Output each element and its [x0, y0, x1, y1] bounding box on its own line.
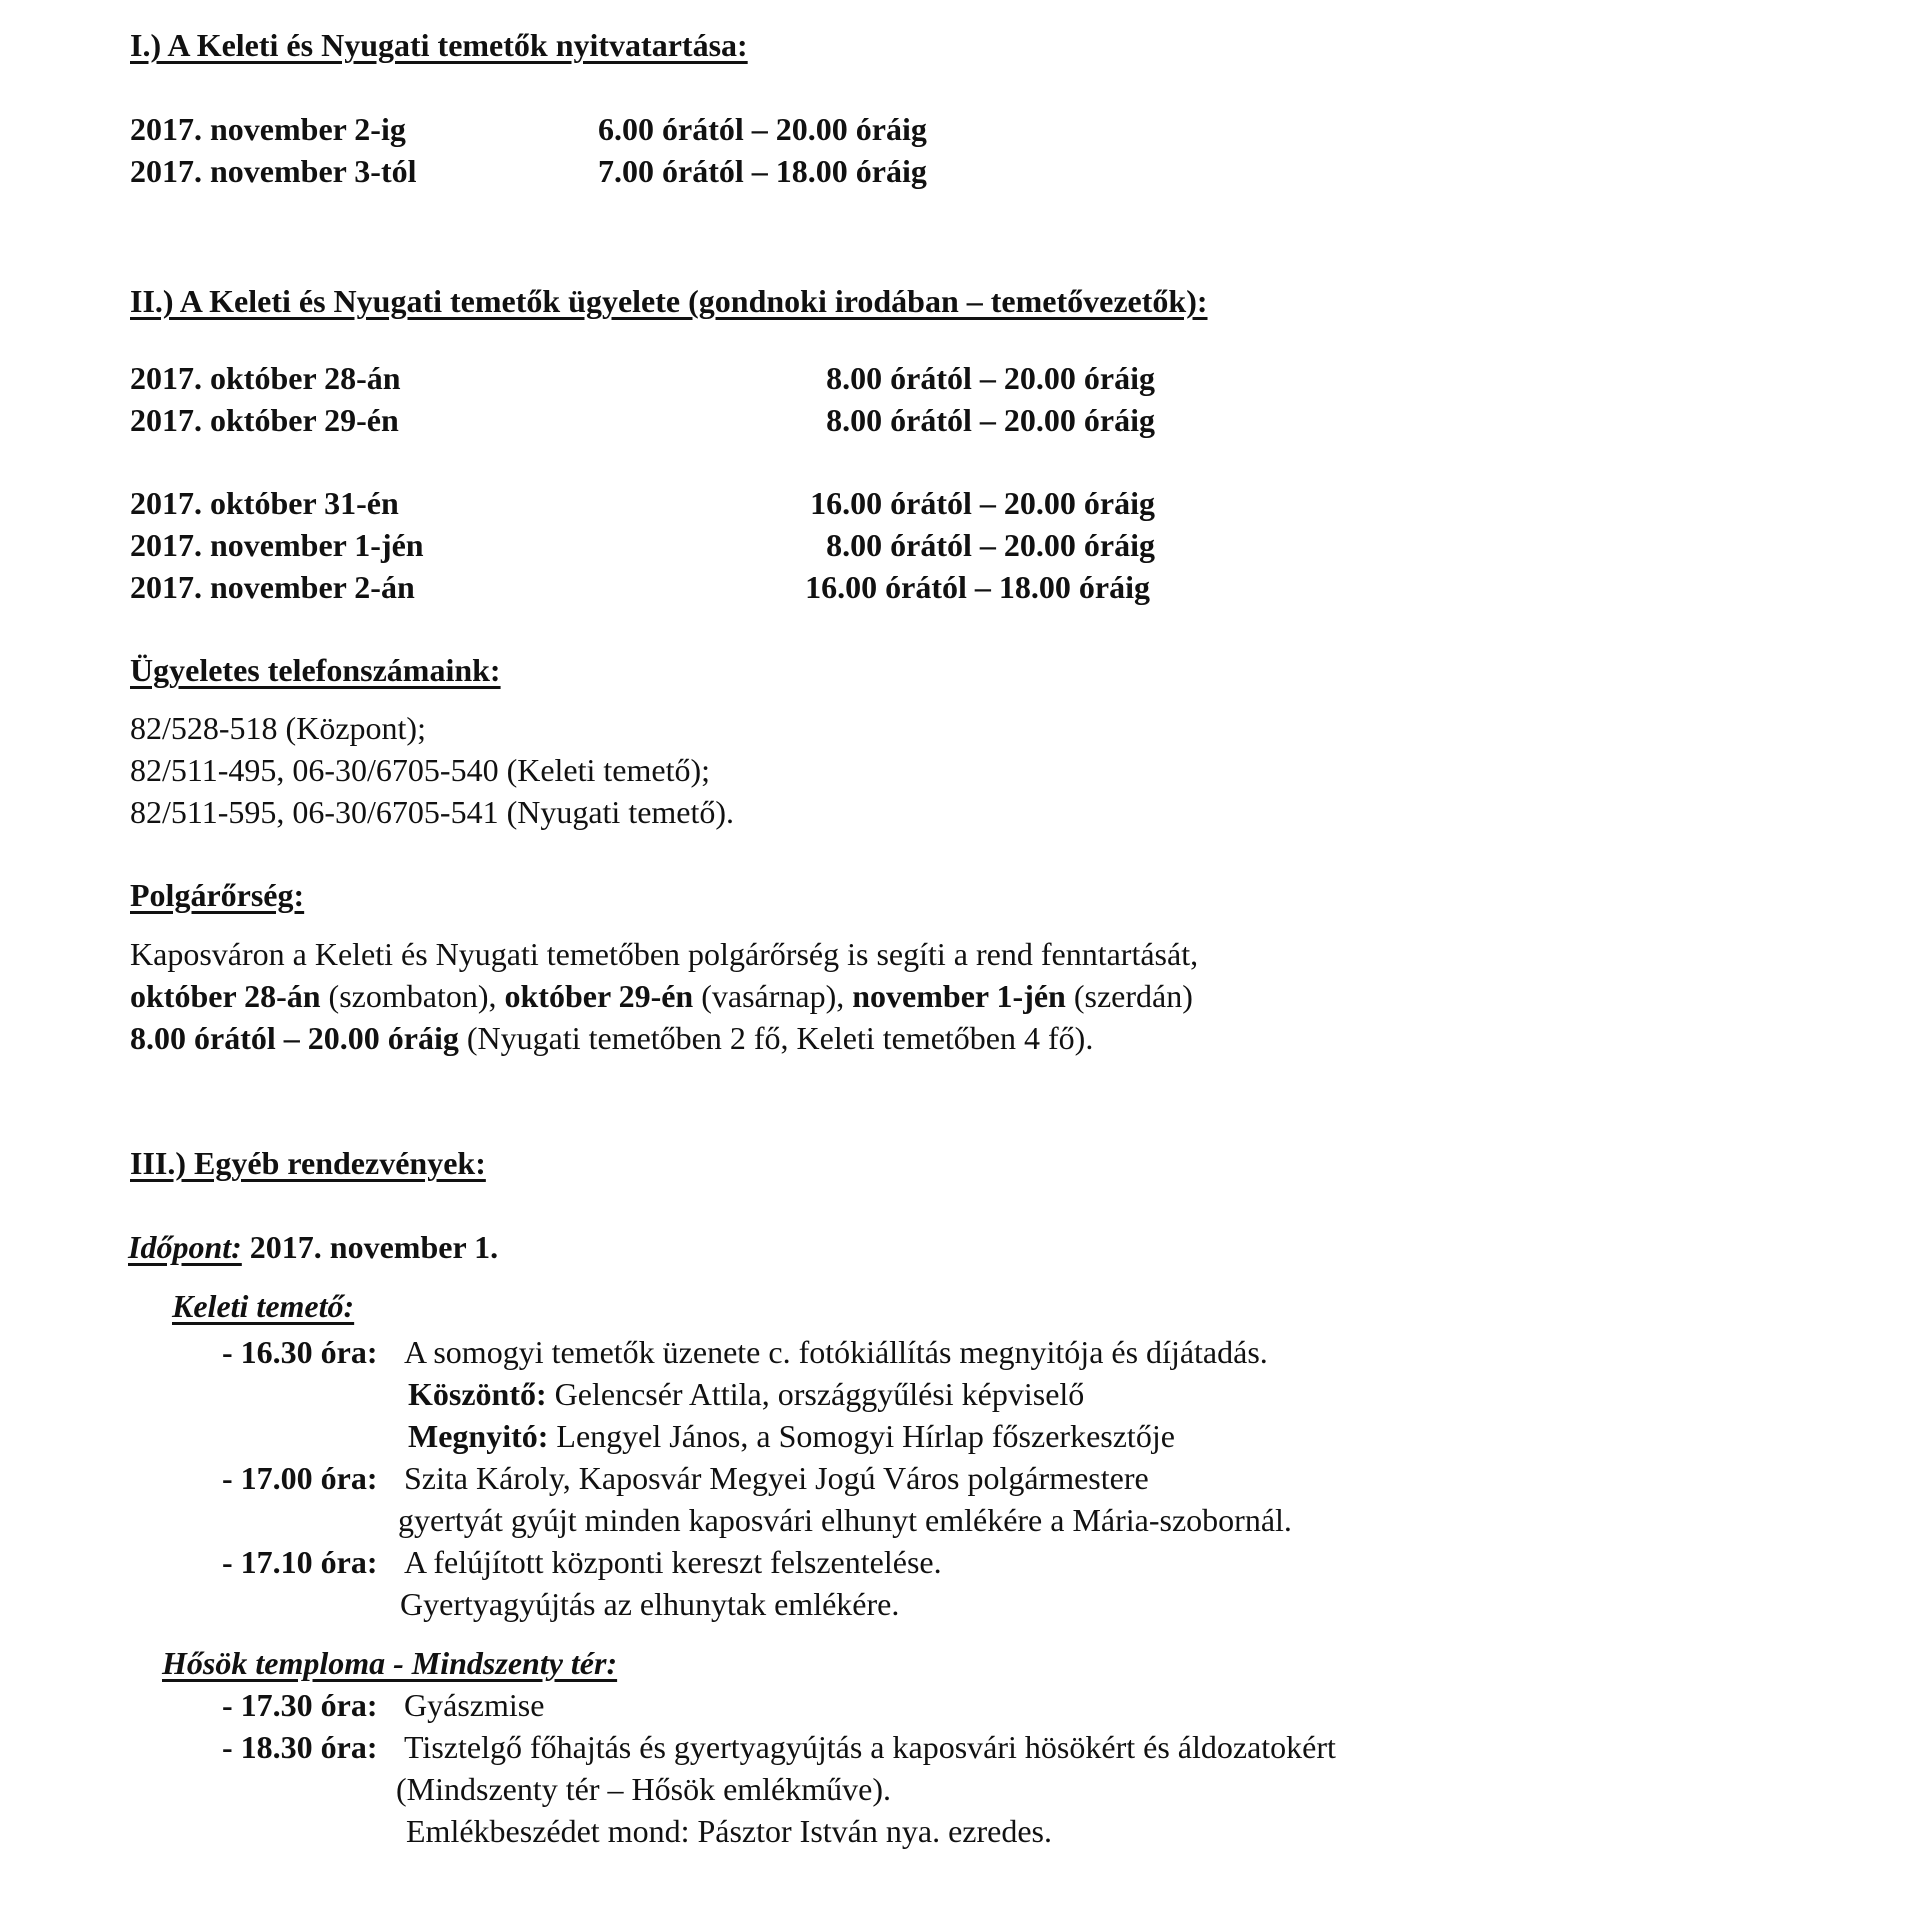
east-event-3-text-1: A felújított központi kereszt felszentelése.: [404, 1544, 942, 1580]
east-event-1-text: A somogyi temetők üzenete c. fotókiállítás megnyitója és díjátadás.: [404, 1334, 1268, 1370]
section2-date-3: 2017. október 31-én: [130, 485, 399, 521]
greeting-label: Köszöntő:: [408, 1376, 547, 1412]
opening-label: Megnyitó:: [408, 1418, 549, 1454]
east-event-1-time: - 16.30 óra:: [222, 1334, 378, 1370]
civil-guard-day-2: (vasárnap),: [693, 978, 853, 1014]
heroes-event-2-text-1: Tisztelgő főhajtás és gyertyagyújtás a kaposvári hösökért és áldozatokért: [404, 1729, 1336, 1765]
civil-guard-day-1: (szombaton),: [320, 978, 505, 1014]
section2-date-2: 2017. október 29-én: [130, 402, 399, 438]
civil-guard-date-2: október 29-én: [504, 978, 694, 1014]
civil-guard-hours: 8.00 órától – 20.00 óráig: [130, 1020, 459, 1056]
heroes-event-1-time: - 17.30 óra:: [222, 1687, 378, 1723]
east-event-3-text-2: Gyertyagyújtás az elhunytak emlékére.: [400, 1586, 900, 1622]
heroes-event-1-text: Gyászmise: [404, 1687, 545, 1723]
civil-guard-line-1: Kaposváron a Keleti és Nyugati temetőben polgárőrség is segíti a rend fenntartását,: [130, 936, 1199, 972]
civil-guard-day-3: (szerdán): [1065, 978, 1193, 1014]
section2-time-5: 16.00 órától – 18.00 óráig: [805, 569, 1150, 605]
section1-time-1: 6.00 órától – 20.00 óráig: [598, 111, 927, 147]
east-event-1-greeting: [408, 1375, 1084, 1413]
east-event-2-text-2: gyertyát gyújt minden kaposvári elhunyt emlékére a Mária-szobornál.: [398, 1502, 1292, 1538]
civil-guard-line-2: [130, 977, 1193, 1015]
opening-speaker: Lengyel János, a Somogyi Hírlap főszerkesztője: [548, 1418, 1175, 1454]
section1-time-2: 7.00 órától – 18.00 óráig: [598, 153, 927, 189]
section2-date-4: 2017. november 1-jén: [130, 527, 424, 563]
phone-line-1: 82/528-518 (Központ);: [130, 710, 426, 746]
event-date-line: [128, 1228, 498, 1266]
civil-guard-date-3: november 1-jén: [852, 978, 1066, 1014]
section1-heading: I.) A Keleti és Nyugati temetők nyitvatartása:: [130, 27, 748, 63]
section2-heading: II.) A Keleti és Nyugati temetők ügyelete (gondnoki irodában – temetővezetők):: [130, 283, 1208, 319]
east-event-3-time: - 17.10 óra:: [222, 1544, 378, 1580]
section2-time-2: 8.00 órától – 20.00 óráig: [826, 402, 1155, 438]
section1-date-1: 2017. november 2-ig: [130, 111, 406, 147]
civil-guard-line-3: [130, 1019, 1093, 1057]
section1-date-2: 2017. november 3-tól: [130, 153, 417, 189]
phone-line-3: 82/511-595, 06-30/6705-541 (Nyugati temető).: [130, 794, 735, 830]
civil-guard-staff: (Nyugati temetőben 2 fő, Keleti temetőben 4 fő).: [458, 1020, 1094, 1056]
east-event-1-opening: [408, 1417, 1175, 1455]
civil-guard-heading: Polgárőrség:: [130, 877, 305, 913]
greeting-speaker: Gelencsér Attila, országgyűlési képviselő: [546, 1376, 1085, 1412]
section2-date-5: 2017. november 2-án: [130, 569, 415, 605]
section3-heading: III.) Egyéb rendezvények:: [130, 1145, 486, 1181]
section2-time-1: 8.00 órától – 20.00 óráig: [826, 360, 1155, 396]
civil-guard-date-1: október 28-án: [130, 978, 321, 1014]
east-event-2-text-1: Szita Károly, Kaposvár Megyei Jogú Város polgármestere: [404, 1460, 1149, 1496]
section2-date-1: 2017. október 28-án: [130, 360, 401, 396]
heroes-church-heading: Hősök temploma - Mindszenty tér:: [162, 1645, 618, 1681]
heroes-event-2-text-3: Emlékbeszédet mond: Pásztor István nya. ezredes.: [406, 1813, 1052, 1849]
heroes-event-2-time: - 18.30 óra:: [222, 1729, 378, 1765]
event-date-label: Időpont:: [128, 1229, 242, 1265]
east-event-2-time: - 17.00 óra:: [222, 1460, 378, 1496]
east-cemetery-heading: Keleti temető:: [172, 1288, 355, 1324]
section2-time-3: 16.00 órától – 20.00 óráig: [810, 485, 1155, 521]
section2-time-4: 8.00 órától – 20.00 óráig: [826, 527, 1155, 563]
event-date-value: 2017. november 1.: [241, 1229, 499, 1265]
phone-line-2: 82/511-495, 06-30/6705-540 (Keleti temető);: [130, 752, 711, 788]
heroes-event-2-text-2: (Mindszenty tér – Hősök emlékműve).: [396, 1771, 891, 1807]
phones-heading: Ügyeletes telefonszámaink:: [130, 652, 501, 688]
